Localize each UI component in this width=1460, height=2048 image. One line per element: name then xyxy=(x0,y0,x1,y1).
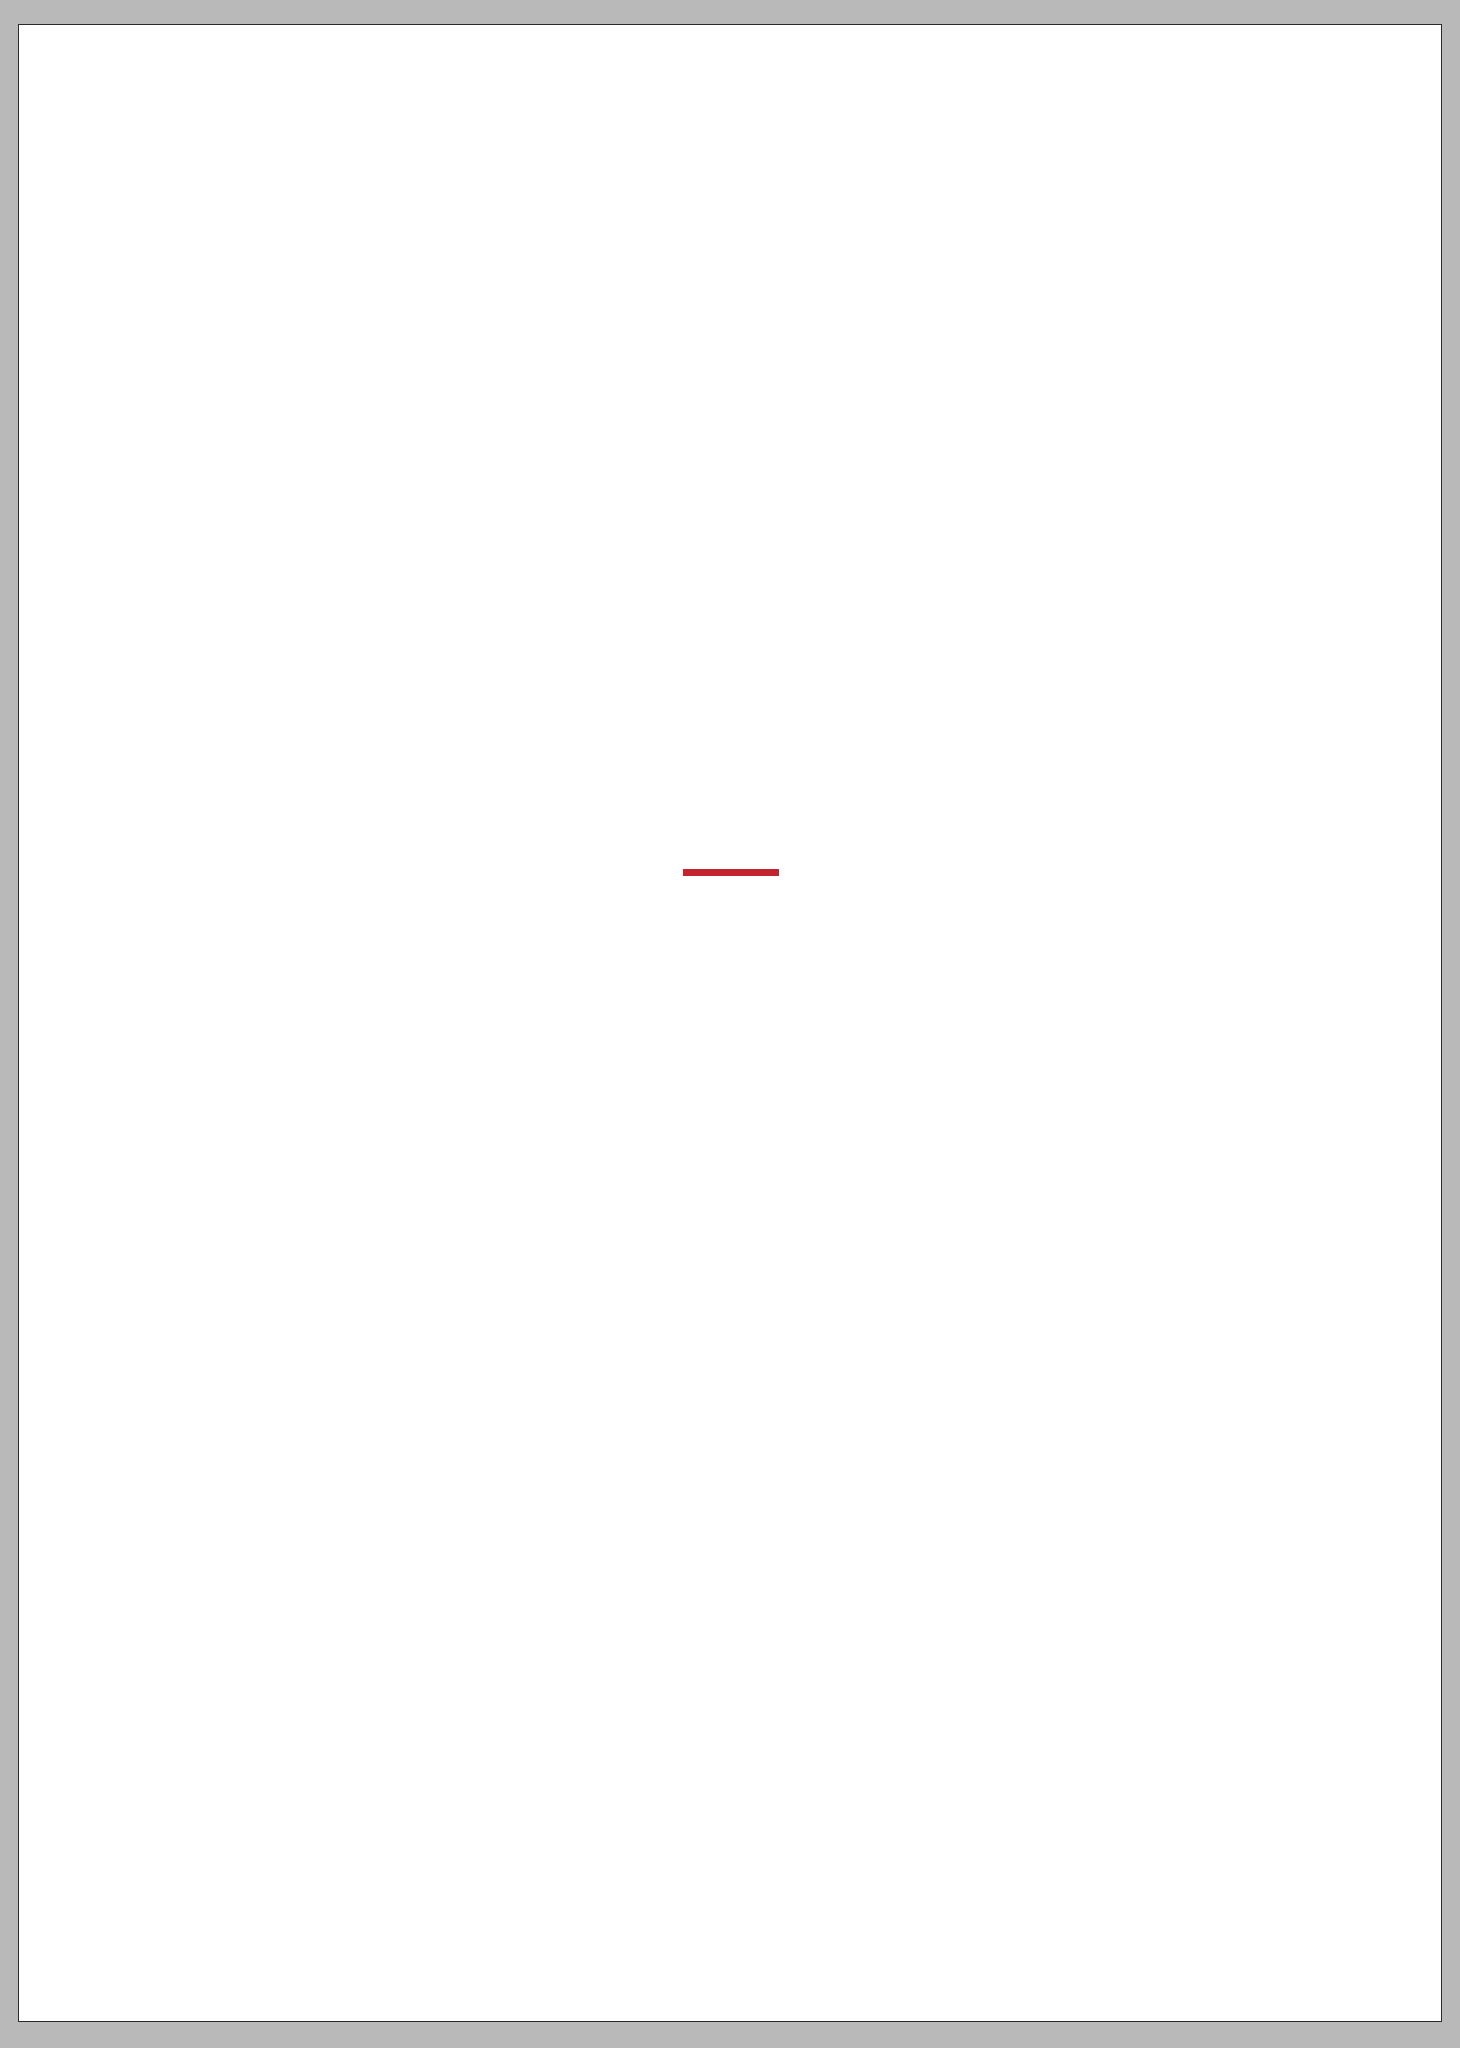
red-divider-rule xyxy=(683,869,779,876)
photo-mosaic xyxy=(103,133,1359,785)
running-head xyxy=(103,87,1359,109)
headline-block xyxy=(103,825,1359,902)
magazine-page xyxy=(18,24,1442,2022)
